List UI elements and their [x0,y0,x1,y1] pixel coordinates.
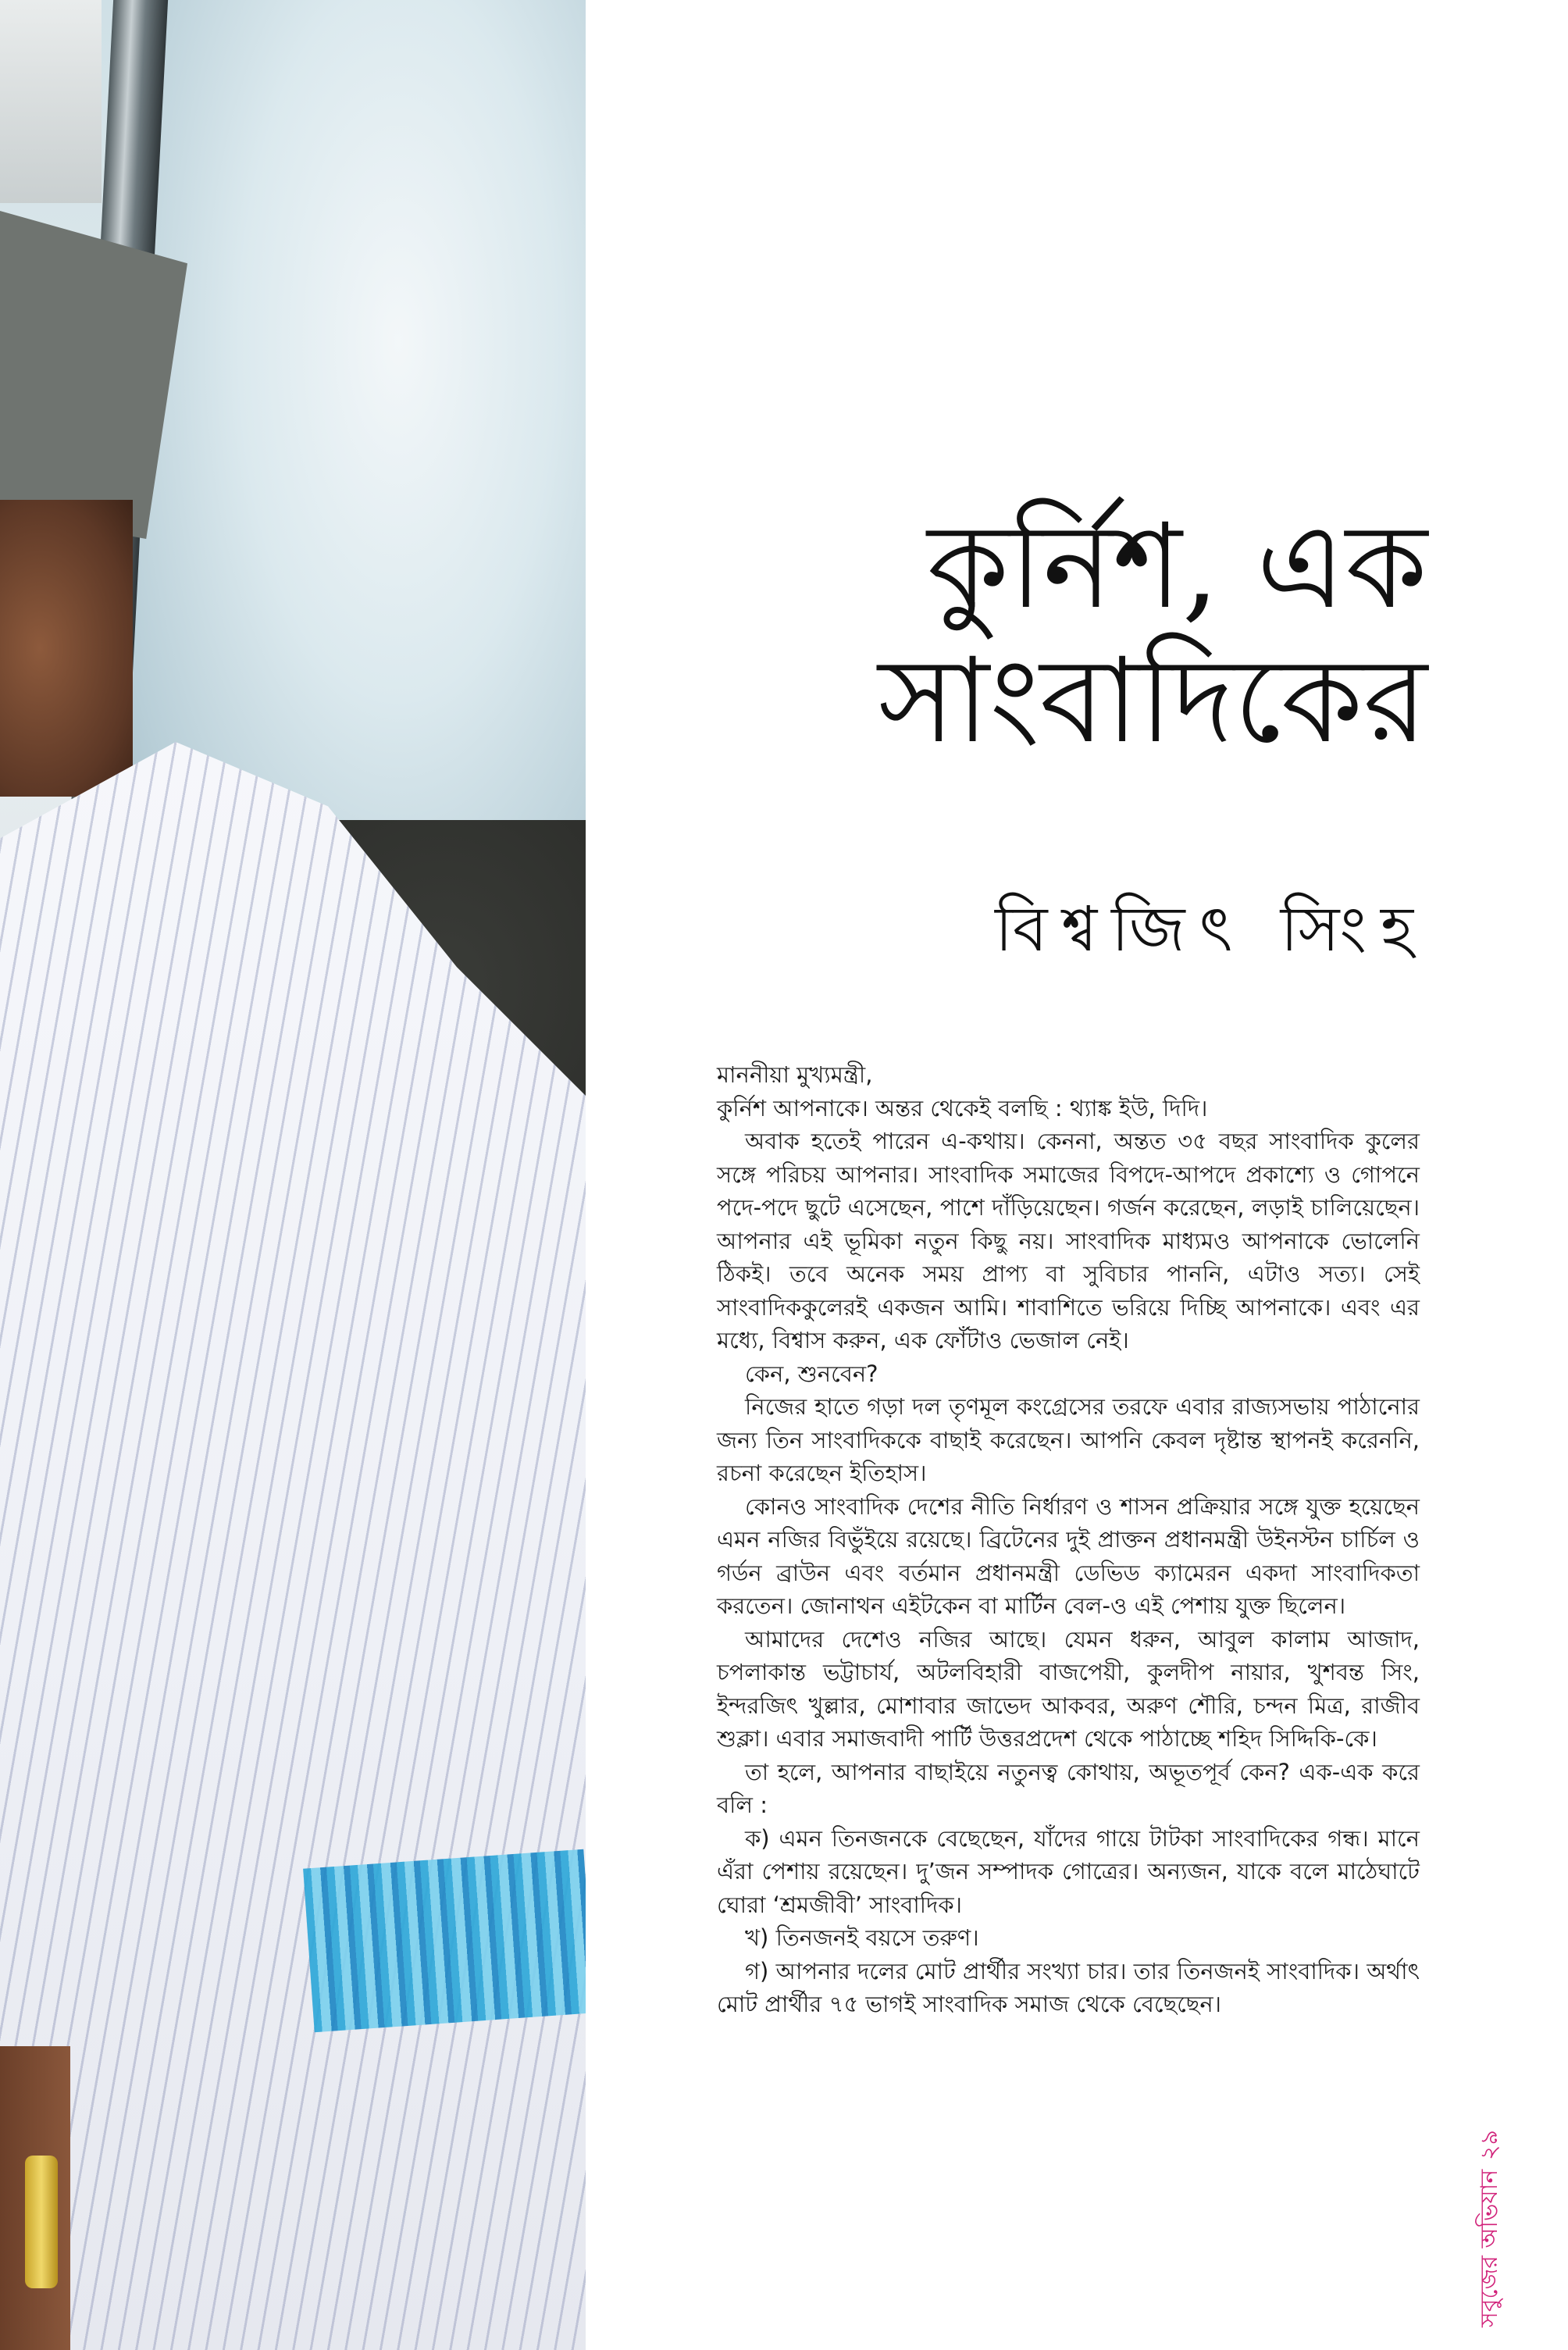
article-title-line-2: সাংবাদিকের [878,633,1427,769]
page-folio [1466,1999,1513,2327]
publication-name: সবুজের অভিযান [1476,2169,1503,2327]
photo-window-top [0,0,102,203]
salutation: মাননীয়া মুখ্যমন্ত্রী, [717,1061,873,1088]
article-title [725,500,1427,768]
paragraph: কেন, শুনবেন? [745,1360,878,1387]
paragraph: অবাক হতেই পারেন এ-কথায়। কেননা, অন্তত ৩৫ বছর সাংবাদিক কুলের সঙ্গে পরিচয় আপনার। সাংবাদিক সমাজের বিপদে-আপদে প্রকাশ্যে ও গোপনে পদে-পদে ছুটে এসেছেন, পাশে দাঁড়িয়েছেন। গর্জন করেছেন, লড়াই চালিয়েছেন। আপনার এই ভূমিকা নতুন কিছু নয়। সাংবাদিক মাধ্যমও আপনাকে ভোলেনি ঠিকই। তবে অনেক সময় প্রাপ্য বা সুবিচার পাননি, এটাও সত্য। সেই সাংবাদিককুলেরই একজন আমি। শাবাশিতে ভরিয়ে দিচ্ছি আপনাকে। এবং এর মধ্যে, বিশ্বাস করুন, এক ফোঁটাও ভেজাল নেই। [717,1128,1420,1353]
article-title-line-1: কুর্নিশ, এক [927,499,1427,635]
cover-photo [0,0,586,2350]
article-body [717,1058,1420,2021]
paragraph: নিজের হাতে গড়া দল তৃণমূল কংগ্রেসের তরফে এবার রাজ্যসভায় পাঠানোর জন্য তিন সাংবাদিককে বাছাই করেছেন। আপনি কেবল দৃষ্টান্ত স্থাপনই করেননি, রচনা করেছেন ইতিহাস। [717,1393,1420,1486]
photo-face [0,500,133,797]
photo-bangle [25,2156,58,2288]
paragraph: তা হলে, আপনার বাছাইয়ে নতুনত্ব কোথায়, অভূতপূর্ব কেন? এক-এক করে বলি : [717,1758,1420,1818]
paragraph: কোনও সাংবাদিক দেশের নীতি নির্ধারণ ও শাসন প্রক্রিয়ার সঙ্গে যুক্ত হয়েছেন এমন নজির বিভুঁইয়ে রয়েছে। ব্রিটেনের দুই প্রাক্তন প্রধানমন্ত্রী উইনস্টন চার্চিল ও গর্ডন ব্রাউন এবং বর্তমান প্রধানমন্ত্রী ডেভিড ক্যামেরন একদা সাংবাদিকতা করতেন। জোনাথন এইটকেন বা মার্টিন বেল-ও এই পেশায় যুক্ত ছিলেন। [717,1492,1420,1619]
article-author: বিশ্বজিৎ সিংহ [995,893,1427,965]
page-number: ২৯ [1476,2129,1503,2160]
paragraph: আমাদের দেশেও নজির আছে। যেমন ধরুন, আবুল কালাম আজাদ, চপলাকান্ত ভট্টাচার্য, অটলবিহারী বাজপেয়ী, কুলদীপ নায়ার, খুশবন্ত সিং, ইন্দরজিৎ খুল্লার, মোশাবার জাভেদ আকবর, অরুণ শৌরি, চন্দন মিত্র, রাজীব শুক্লা। এবার সমাজবাদী পার্টি উত্তরপ্রদেশ থেকে পাঠাচ্ছে শহিদ সিদ্দিকি-কে। [717,1625,1420,1752]
list-item: ক) এমন তিনজনকে বেছেছেন, যাঁদের গায়ে টাটকা সাংবাদিকের গন্ধ। মানে এঁরা পেশায় রয়েছেন। দু’জন সম্পাদক গোত্রের। অন্যজন, যাকে বলে মাঠেঘাটে ঘোরা ‘শ্রমজীবী’ সাংবাদিক। [717,1824,1420,1918]
list-item: খ) তিনজনই বয়সে তরুণ। [745,1924,979,1951]
list-item: গ) আপনার দলের মোট প্রার্থীর সংখ্যা চার। তার তিনজনই সাংবাদিক। অর্থাৎ মোট প্রার্থীর ৭৫ ভাগই সাংবাদিক সমাজ থেকে বেছেছেন। [717,1957,1420,2017]
photo-sari-border [303,1849,586,2033]
paragraph: কুর্নিশ আপনাকে। অন্তর থেকেই বলছি : থ্যাঙ্ক ইউ, দিদি। [717,1094,1208,1122]
